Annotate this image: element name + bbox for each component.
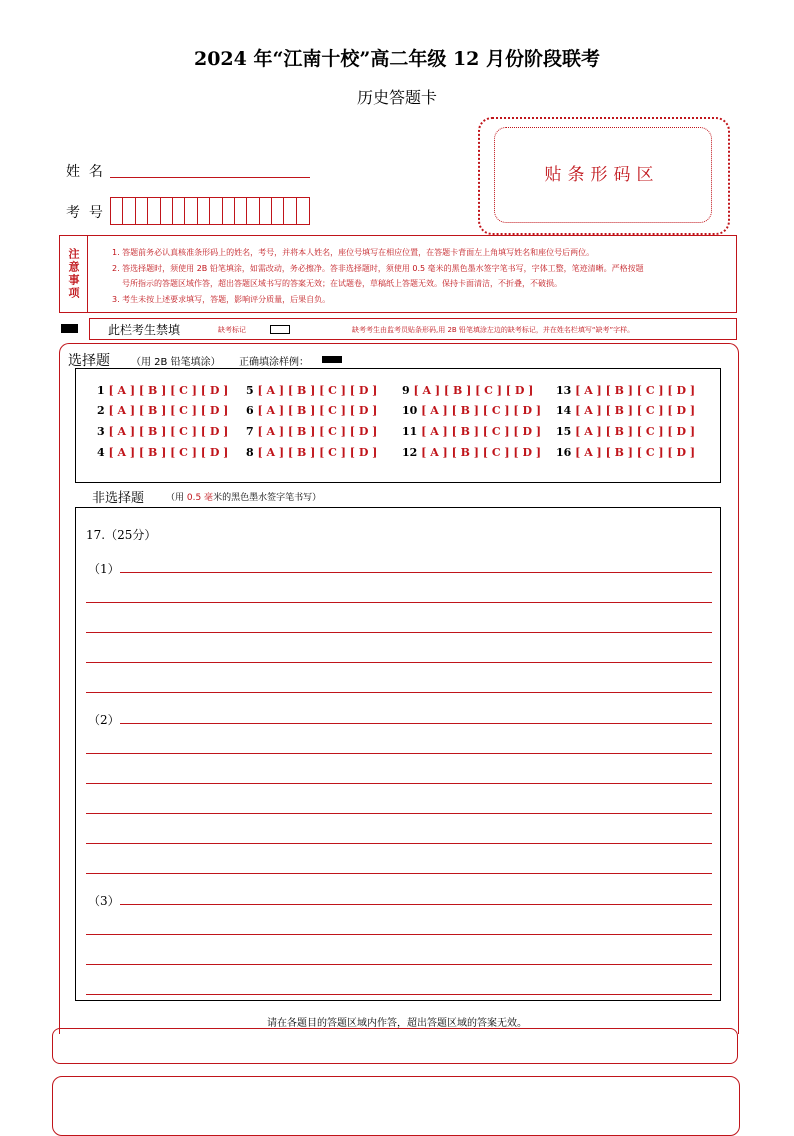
notice-item-2-cont: 号所指示的答题区域作答，超出答题区域书写的答案无效；在试题卷，草稿纸上答题无效。保持卡面清洁，不折叠，不破损。 — [122, 279, 562, 288]
choice-question — [556, 446, 695, 459]
exam-number-cell[interactable] — [235, 198, 247, 224]
notice-heading: 注意事项 — [67, 248, 80, 300]
exam-number-cell[interactable] — [272, 198, 284, 224]
answer-line[interactable] — [86, 934, 712, 935]
exam-number-cell[interactable] — [223, 198, 235, 224]
choice-question — [246, 384, 377, 397]
answer-line[interactable] — [86, 662, 712, 663]
absent-bar-label: 此栏考生禁填 — [108, 323, 181, 337]
name-field[interactable] — [110, 177, 310, 178]
answer-options[interactable]: [ A ] [ B ] [ C ] [ D ] — [257, 404, 378, 417]
notice-item-3: 3. 考生未按上述要求填写，答题，影响评分质量，后果自负。 — [112, 295, 331, 304]
absent-mark-label: 缺考标记 — [218, 326, 246, 334]
question-17-label: 17.（25分） — [86, 528, 157, 542]
sample-fill-mark — [322, 356, 342, 363]
footer-frame — [52, 1028, 738, 1064]
question-number: 16 — [556, 446, 572, 459]
choice-question — [556, 404, 695, 417]
choice-title: 选择题 — [68, 353, 110, 369]
choice-question — [97, 425, 228, 438]
nonchoice-note-post: 米的黑色墨水签字笔书写） — [213, 493, 322, 503]
next-section-frame — [52, 1076, 740, 1136]
name-label: 姓 名 — [66, 164, 103, 180]
answer-line[interactable] — [86, 753, 712, 754]
choice-question — [402, 425, 541, 438]
answer-line[interactable] — [86, 602, 712, 603]
footer-warning: 请在各题目的答题区域内作答，超出答题区域的答案无效。 — [267, 1018, 527, 1029]
page-title: 2024 年“江南十校”高二年级 12 月份阶段联考 — [193, 48, 601, 70]
choice-question — [556, 425, 695, 438]
sample-label: 正确填涂样例： — [239, 357, 309, 368]
absent-bar-marker — [61, 324, 78, 333]
answer-options[interactable]: [ A ] [ B ] [ C ] [ D ] — [421, 446, 542, 459]
question-number: 11 — [402, 425, 418, 438]
answer-options[interactable]: [ A ] [ B ] [ C ] [ D ] — [257, 384, 378, 397]
exam-number-grid[interactable] — [110, 197, 310, 225]
answer-options[interactable]: [ A ] [ B ] [ C ] [ D ] — [575, 446, 696, 459]
answer-options[interactable]: [ A ] [ B ] [ C ] [ D ] — [108, 384, 229, 397]
exam-number-cell[interactable] — [123, 198, 135, 224]
choice-question — [402, 384, 533, 397]
exam-number-cell[interactable] — [173, 198, 185, 224]
choice-question — [246, 404, 377, 417]
answer-line[interactable] — [86, 783, 712, 784]
exam-number-cell[interactable] — [136, 198, 148, 224]
answer-line[interactable] — [120, 572, 712, 573]
choice-question — [556, 384, 695, 397]
barcode-area-label: 贴条形码区 — [544, 165, 660, 185]
answer-line[interactable] — [120, 904, 712, 905]
question-number: 6 — [246, 404, 254, 417]
exam-number-cell[interactable] — [185, 198, 197, 224]
choice-question — [246, 425, 377, 438]
answer-line[interactable] — [120, 723, 712, 724]
answer-line[interactable] — [86, 964, 712, 965]
question-number: 2 — [97, 404, 105, 417]
part-1-label: （1） — [88, 562, 120, 576]
exam-number-cell[interactable] — [111, 198, 123, 224]
question-number: 5 — [246, 384, 254, 397]
choice-note: （用 2B 铅笔填涂） — [131, 357, 221, 368]
page-subtitle: 历史答题卡 — [356, 88, 437, 107]
answer-options[interactable]: [ A ] [ B ] [ C ] [ D ] — [108, 404, 229, 417]
question-number: 14 — [556, 404, 572, 417]
question-number: 15 — [556, 425, 572, 438]
choice-question — [97, 446, 228, 459]
answer-line[interactable] — [86, 692, 712, 693]
part-2-label: （2） — [88, 713, 120, 727]
answer-line[interactable] — [86, 843, 712, 844]
exam-number-cell[interactable] — [148, 198, 160, 224]
question-number: 12 — [402, 446, 418, 459]
absent-instruction: 缺考考生由监考员贴条形码,用 2B 铅笔填涂左边的缺考标记，并在姓名栏填写“缺考”字样。 — [352, 326, 635, 334]
question-number: 4 — [97, 446, 105, 459]
part-3-label: （3） — [88, 894, 120, 908]
exam-number-cell[interactable] — [210, 198, 222, 224]
answer-line[interactable] — [86, 813, 712, 814]
nonchoice-note-pre: （用 — [166, 493, 187, 503]
notice-heading-cell — [59, 235, 88, 313]
answer-options[interactable]: [ A ] [ B ] [ C ] [ D ] — [575, 384, 696, 397]
question-number: 8 — [246, 446, 254, 459]
answer-options[interactable]: [ A ] [ B ] [ C ] [ D ] — [421, 404, 542, 417]
question-number: 7 — [246, 425, 254, 438]
notice-item-1: 1. 答题前务必认真核准条形码上的姓名，考号，并将本人姓名，座位号填写在相应位置，在答题卡背面左上角填写姓名和座位号后两位。 — [112, 248, 595, 257]
choice-question — [402, 446, 541, 459]
answer-options[interactable]: [ A ] [ B ] [ C ] [ D ] — [108, 425, 229, 438]
question-number: 3 — [97, 425, 105, 438]
answer-options[interactable]: [ A ] [ B ] [ C ] [ D ] — [575, 404, 696, 417]
question-number: 13 — [556, 384, 572, 397]
nonchoice-title: 非选择题 — [92, 491, 145, 506]
question-number: 10 — [402, 404, 418, 417]
exam-number-cell[interactable] — [198, 198, 210, 224]
answer-line[interactable] — [86, 632, 712, 633]
answer-options[interactable]: [ A ] [ B ] [ C ] [ D ] — [257, 425, 378, 438]
answer-options[interactable]: [ A ] [ B ] [ C ] [ D ] — [421, 425, 542, 438]
answer-options[interactable]: [ A ] [ B ] [ C ] [ D ] — [257, 446, 378, 459]
choice-question — [97, 384, 228, 397]
question-number: 1 — [97, 384, 105, 397]
exam-number-label: 考 号 — [66, 205, 103, 221]
answer-line[interactable] — [86, 873, 712, 874]
choice-question — [246, 446, 377, 459]
absent-mark-checkbox[interactable] — [270, 325, 290, 334]
nonchoice-note — [166, 490, 321, 503]
exam-number-cell[interactable] — [284, 198, 296, 224]
answer-options[interactable]: [ A ] [ B ] [ C ] [ D ] — [108, 446, 229, 459]
notice-item-2: 2. 答选择题时，须使用 2B 铅笔填涂，如需改动，务必擦净。答非选择题时，须使用 0.5 毫米的黑色墨水签字笔书写，字体工整，笔迹清晰。严格按题 — [112, 264, 644, 273]
nonchoice-note-mid: 0.5 毫 — [186, 493, 214, 503]
answer-options[interactable]: [ A ] [ B ] [ C ] [ D ] — [575, 425, 696, 438]
nonchoice-answer-box — [75, 507, 721, 1001]
exam-number-cell[interactable] — [161, 198, 173, 224]
exam-number-cell[interactable] — [260, 198, 272, 224]
choice-question — [402, 404, 541, 417]
choice-question — [97, 404, 228, 417]
exam-number-cell[interactable] — [247, 198, 259, 224]
question-number: 9 — [402, 384, 410, 397]
exam-number-cell[interactable] — [297, 198, 309, 224]
answer-line[interactable] — [86, 994, 712, 995]
answer-options[interactable]: [ A ] [ B ] [ C ] [ D ] — [413, 384, 534, 397]
